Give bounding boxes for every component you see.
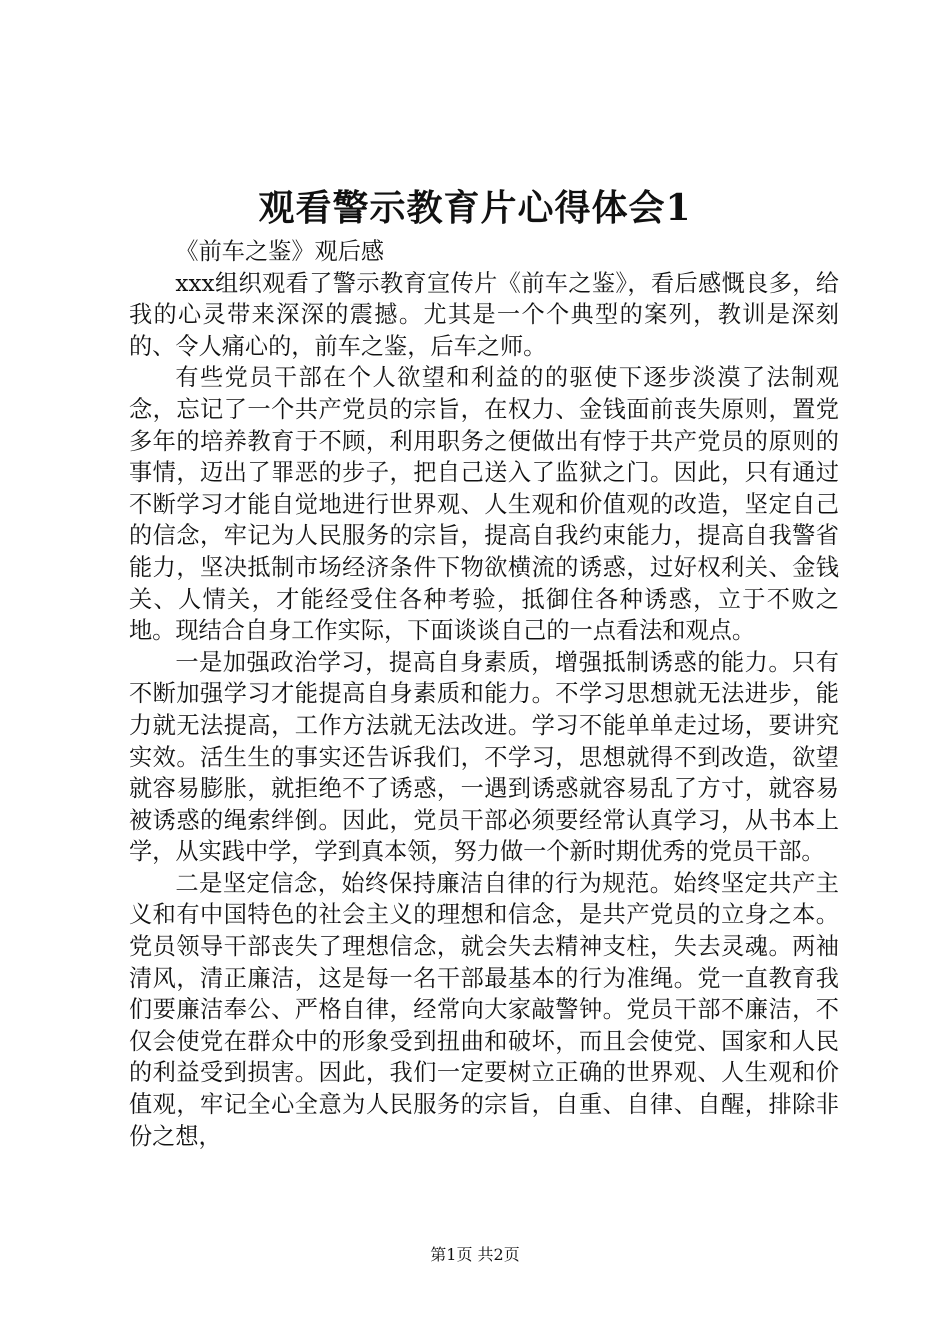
page-footer: 第1页 共2页: [430, 1245, 520, 1264]
document-body: [129, 236, 839, 1152]
paragraph-subtitle: 《前车之鉴》观后感: [175, 238, 385, 265]
paragraph-background: 有些党员干部在个人欲望和利益的的驱使下逐步淡漠了法制观念，忘记了一个共产党员的宗旨，在权力、金钱面前丧失原则，置党多年的培养教育于不顾，利用职务之便做出有悖于共产党员的原则的事情，迈出了罪恶的步子，把自己送入了监狱之门。因此，只有通过不断学习才能自觉地进行世界观、人生观和价值观的改造，坚定自己的信念，牢记为人民服务的宗旨，提高自我约束能力，提高自我警省能力，坚决抵制市场经济条件下物欲横流的诱惑，过好权利关、金钱关、人情关，才能经受住各种考验，抵御住各种诱惑，立于不败之地。现结合自身工作实际，下面谈谈自己的一点看法和观点。: [129, 364, 839, 645]
paragraph-intro: xxx组织观看了警示教育宣传片《前车之鉴》，看后感慨良多，给我的心灵带来深深的震撼。尤其是一个个典型的案列，教训是深刻的、令人痛心的，前车之鉴，后车之师。: [129, 269, 839, 360]
document-title: 观看警示教育片心得体会1: [258, 187, 692, 229]
paragraph-point-two: 二是坚定信念，始终保持廉洁自律的行为规范。始终坚定共产主义和有中国特色的社会主义的理想和信念，是共产党员的立身之本。党员领导干部丧失了理想信念，就会失去精神支柱，失去灵魂。两袖清风，清正廉洁，这是每一名干部最基本的行为准绳。党一直教育我们要廉洁奉公、严格自律，经常向大家敲警钟。党员干部不廉洁，不仅会使党在群众中的形象受到扭曲和破坏，而且会使党、国家和人民的利益受到损害。因此，我们一定要树立正确的世界观、人生观和价值观，牢记全心全意为人民服务的宗旨，自重、自律、自醒，排除非份之想，: [129, 869, 839, 1150]
paragraph-point-one: 一是加强政治学习，提高自身素质，增强抵制诱惑的能力。只有不断加强学习才能提高自身素质和能力。不学习思想就无法进步，能力就无法提高，工作方法就无法改进。学习不能单单走过场，要讲究实效。活生生的事实还告诉我们，不学习，思想就得不到改造，欲望就容易膨胀，就拒绝不了诱惑，一遇到诱惑就容易乱了方寸，就容易被诱惑的绳索绊倒。因此，党员干部必须要经常认真学习，从书本上学，从实践中学，学到真本领，努力做一个新时期优秀的党员干部。: [129, 648, 839, 866]
